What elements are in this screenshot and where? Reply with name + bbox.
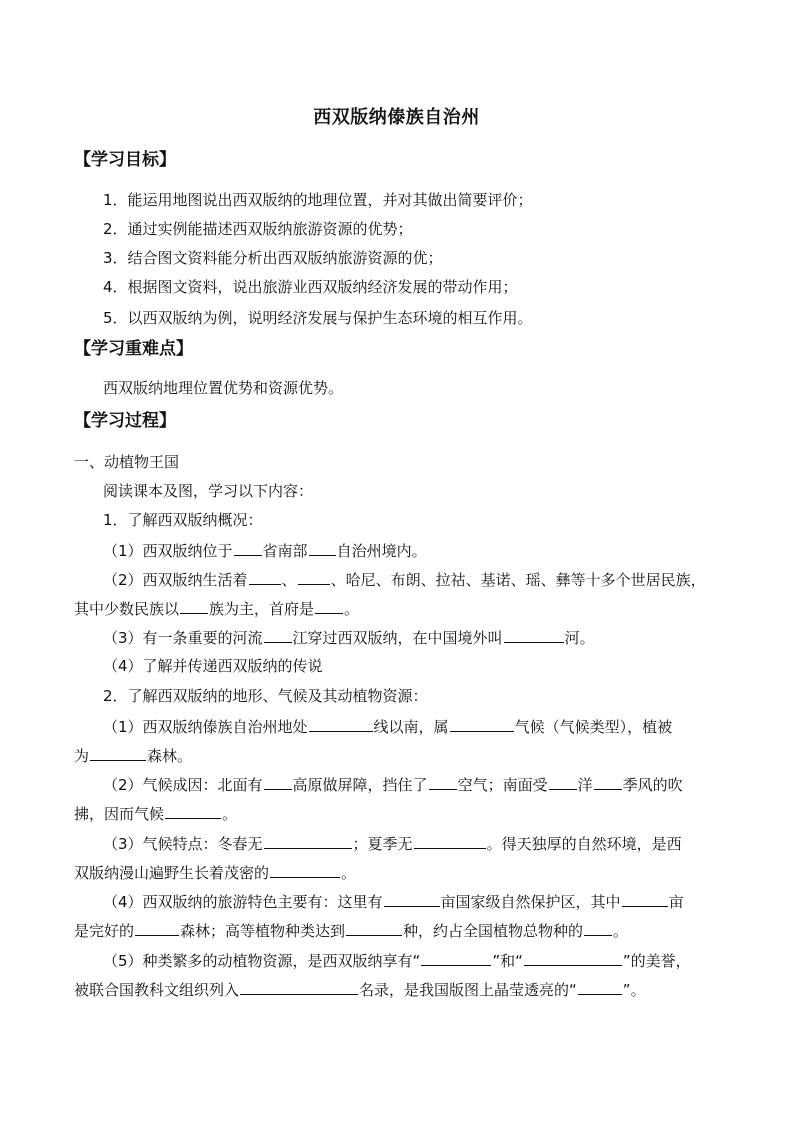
objective-item-4: 4．根据图文资料，说出旅游业西双版纳经济发展的带动作用； — [103, 278, 518, 296]
objective-item-3: 3．结合图文资料能分析出西双版纳旅游资源的优； — [103, 249, 443, 267]
question-2-5-cont: 被联合国教科文组织列入 名录，是我国版图上晶莹透亮的“ ”。 — [74, 981, 646, 999]
answer-blank[interactable] — [264, 627, 292, 643]
answer-blank[interactable] — [421, 950, 491, 966]
answer-blank[interactable] — [524, 950, 622, 966]
answer-blank[interactable] — [504, 627, 564, 643]
answer-blank[interactable] — [315, 598, 343, 614]
answer-blank[interactable] — [270, 862, 340, 878]
answer-blank[interactable] — [264, 774, 292, 790]
answer-blank[interactable] — [240, 979, 358, 995]
answer-blank[interactable] — [622, 891, 668, 907]
answer-blank[interactable] — [234, 540, 262, 556]
question-2-5: （5）种类繁多的动植物资源，是西双版纳享有“ ”和“ ”的美誉， — [103, 952, 691, 970]
answer-blank[interactable] — [450, 716, 514, 732]
answer-blank[interactable] — [578, 979, 622, 995]
answer-blank[interactable] — [414, 833, 486, 849]
answer-blank[interactable] — [309, 716, 373, 732]
question-2-3-cont: 双版纳漫山遍野生长着茂密的 。 — [74, 864, 357, 882]
objectives-heading: 【学习目标】 — [74, 150, 176, 170]
process-heading: 【学习过程】 — [74, 411, 176, 431]
question-1-4: （4）了解并传递西双版纳的传说 — [103, 657, 323, 675]
answer-blank[interactable] — [264, 833, 352, 849]
reading-instruction: 阅读课本及图，学习以下内容： — [103, 482, 314, 500]
objective-item-1: 1．能运用地图说出西双版纳的地理位置，并对其做出简要评价； — [103, 191, 533, 209]
answer-blank[interactable] — [90, 745, 146, 761]
question-1-3: （3）有一条重要的河流 江穿过西双版纳，在中国境外叫 河。 — [103, 629, 595, 647]
section-title: 一、动植物王国 — [74, 453, 180, 471]
question-2-2-cont: 拂，因而气候 。 — [74, 805, 238, 823]
question-2-1: （1）西双版纳傣族自治州地处 线以南，属 气候（气候类型），植被 — [103, 718, 673, 736]
part1-title: 1．了解西双版纳概况： — [103, 511, 263, 529]
question-1-2-cont: 其中少数民族以 族为主，首府是 。 — [74, 600, 360, 618]
answer-blank[interactable] — [298, 569, 330, 585]
part2-title: 2．了解西双版纳的地形、气候及其动植物资源： — [103, 687, 428, 705]
question-2-1-cont: 为 森林。 — [74, 747, 193, 765]
question-1-1: （1）西双版纳位于 省南部 自治州境内。 — [103, 542, 427, 560]
answer-blank[interactable] — [165, 803, 221, 819]
answer-blank[interactable] — [346, 920, 402, 936]
question-2-4-cont: 是完好的 森林；高等植物种类达到 种，约占全国植物总物种的 。 — [74, 922, 629, 940]
answer-blank[interactable] — [549, 774, 577, 790]
answer-blank[interactable] — [249, 569, 281, 585]
key-points-heading: 【学习重难点】 — [74, 339, 193, 359]
answer-blank[interactable] — [584, 920, 612, 936]
answer-blank[interactable] — [384, 891, 440, 907]
objective-item-5: 5．以西双版纳为例，说明经济发展与保护生态环境的相互作用。 — [103, 309, 533, 327]
answer-blank[interactable] — [180, 598, 208, 614]
page-title: 西双版纳傣族自治州 — [313, 107, 480, 128]
answer-blank[interactable] — [135, 920, 179, 936]
question-2-4: （4）西双版纳的旅游特色主要有：这里有 亩国家级自然保护区，其中 亩 — [103, 893, 684, 911]
key-points-text: 西双版纳地理位置优势和资源优势。 — [103, 379, 344, 397]
question-2-2: （2）气候成因：北面有 高原做屏障，挡住了 空气；南面受 洋 季风的吹 — [103, 776, 683, 794]
answer-blank[interactable] — [309, 540, 336, 556]
question-2-3: （3）气候特点：冬春无 ；夏季无 。得天独厚的自然环境，是西 — [103, 835, 682, 853]
objective-item-2: 2．通过实例能描述西双版纳旅游资源的优势； — [103, 220, 413, 238]
question-1-2: （2）西双版纳生活着 、 、哈尼、布朗、拉祜、基诺、瑶、彝等十多个世居民族， — [103, 571, 706, 589]
answer-blank[interactable] — [594, 774, 622, 790]
answer-blank[interactable] — [429, 774, 457, 790]
